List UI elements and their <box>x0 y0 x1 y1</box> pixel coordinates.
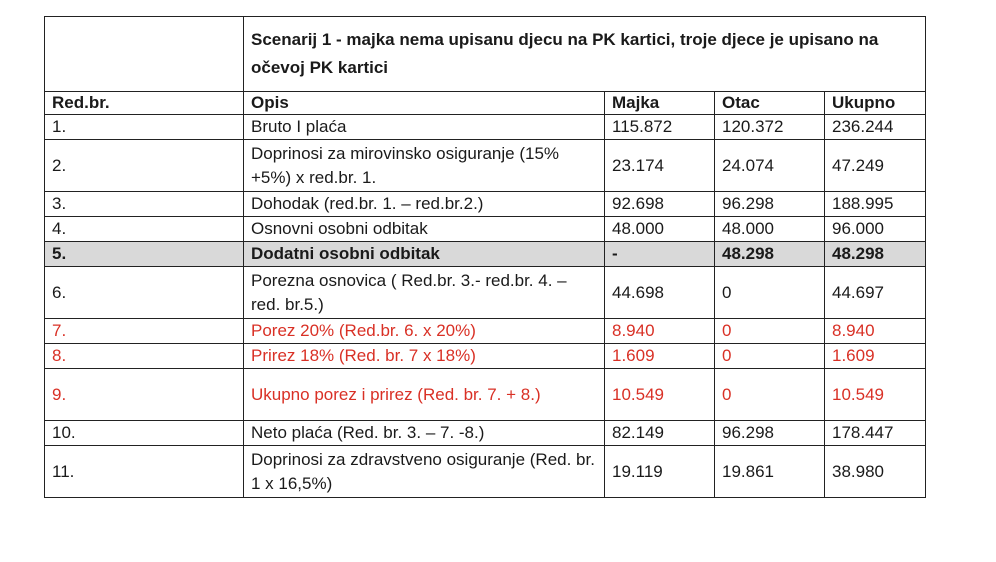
row-ukupno: 188.995 <box>825 192 926 217</box>
row-description: Neto plaća (Red. br. 3. – 7. -8.) <box>244 421 605 446</box>
table-row <box>45 267 926 319</box>
row-otac: 0 <box>715 344 825 369</box>
row-ukupno: 178.447 <box>825 421 926 446</box>
header-otac: Otac <box>715 92 825 115</box>
table-row-red <box>45 369 926 421</box>
row-description: Doprinosi za mirovinsko osiguranje (15% +5%) x red.br. 1. <box>244 140 605 192</box>
row-number: 2. <box>45 140 244 192</box>
row-number: 1. <box>45 115 244 140</box>
row-number: 8. <box>45 344 244 369</box>
row-otac: 0 <box>715 267 825 319</box>
header-majka: Majka <box>605 92 715 115</box>
table-row <box>45 446 926 498</box>
row-otac: 48.000 <box>715 217 825 242</box>
row-number: 9. <box>45 369 244 421</box>
row-otac: 0 <box>715 319 825 344</box>
row-majka: 115.872 <box>605 115 715 140</box>
title-empty-cell <box>45 17 244 92</box>
row-majka: 82.149 <box>605 421 715 446</box>
row-ukupno: 8.940 <box>825 319 926 344</box>
table-row <box>45 217 926 242</box>
row-number: 7. <box>45 319 244 344</box>
row-description: Doprinosi za zdravstveno osiguranje (Red. br. 1 x 16,5%) <box>244 446 605 498</box>
table-row <box>45 115 926 140</box>
row-description: Porezna osnovica ( Red.br. 3.- red.br. 4. – red. br.5.) <box>244 267 605 319</box>
row-number: 10. <box>45 421 244 446</box>
row-description: Osnovni osobni odbitak <box>244 217 605 242</box>
row-description: Porez 20% (Red.br. 6. x 20%) <box>244 319 605 344</box>
row-ukupno: 38.980 <box>825 446 926 498</box>
row-description: Prirez 18% (Red. br. 7 x 18%) <box>244 344 605 369</box>
header-redbr: Red.br. <box>45 92 244 115</box>
row-majka: - <box>605 242 715 267</box>
row-majka: 1.609 <box>605 344 715 369</box>
header-opis: Opis <box>244 92 605 115</box>
row-description: Bruto I plaća <box>244 115 605 140</box>
row-description: Dohodak (red.br. 1. – red.br.2.) <box>244 192 605 217</box>
row-majka: 92.698 <box>605 192 715 217</box>
row-ukupno: 48.298 <box>825 242 926 267</box>
table-row-red <box>45 344 926 369</box>
row-number: 4. <box>45 217 244 242</box>
row-otac: 19.861 <box>715 446 825 498</box>
table-row-red <box>45 319 926 344</box>
header-ukupno: Ukupno <box>825 92 926 115</box>
row-ukupno: 44.697 <box>825 267 926 319</box>
row-ukupno: 1.609 <box>825 344 926 369</box>
row-majka: 19.119 <box>605 446 715 498</box>
tax-scenario-table <box>44 16 926 498</box>
row-majka: 48.000 <box>605 217 715 242</box>
row-number: 5. <box>45 242 244 267</box>
row-ukupno: 96.000 <box>825 217 926 242</box>
row-majka: 8.940 <box>605 319 715 344</box>
table-row <box>45 192 926 217</box>
row-number: 6. <box>45 267 244 319</box>
row-otac: 120.372 <box>715 115 825 140</box>
table-row <box>45 140 926 192</box>
row-number: 11. <box>45 446 244 498</box>
table-row-highlighted <box>45 242 926 267</box>
row-otac: 96.298 <box>715 421 825 446</box>
row-number: 3. <box>45 192 244 217</box>
header-row <box>45 92 926 115</box>
row-otac: 48.298 <box>715 242 825 267</box>
row-ukupno: 10.549 <box>825 369 926 421</box>
row-ukupno: 47.249 <box>825 140 926 192</box>
row-otac: 96.298 <box>715 192 825 217</box>
table-row <box>45 421 926 446</box>
table-title: Scenarij 1 - majka nema upisanu djecu na PK kartici, troje djece je upisano na očevoj PK kartici <box>244 17 926 92</box>
table-title-row <box>45 17 926 92</box>
row-otac: 0 <box>715 369 825 421</box>
row-majka: 23.174 <box>605 140 715 192</box>
row-otac: 24.074 <box>715 140 825 192</box>
row-ukupno: 236.244 <box>825 115 926 140</box>
row-description: Dodatni osobni odbitak <box>244 242 605 267</box>
row-majka: 10.549 <box>605 369 715 421</box>
row-majka: 44.698 <box>605 267 715 319</box>
row-description: Ukupno porez i prirez (Red. br. 7. + 8.) <box>244 369 605 421</box>
